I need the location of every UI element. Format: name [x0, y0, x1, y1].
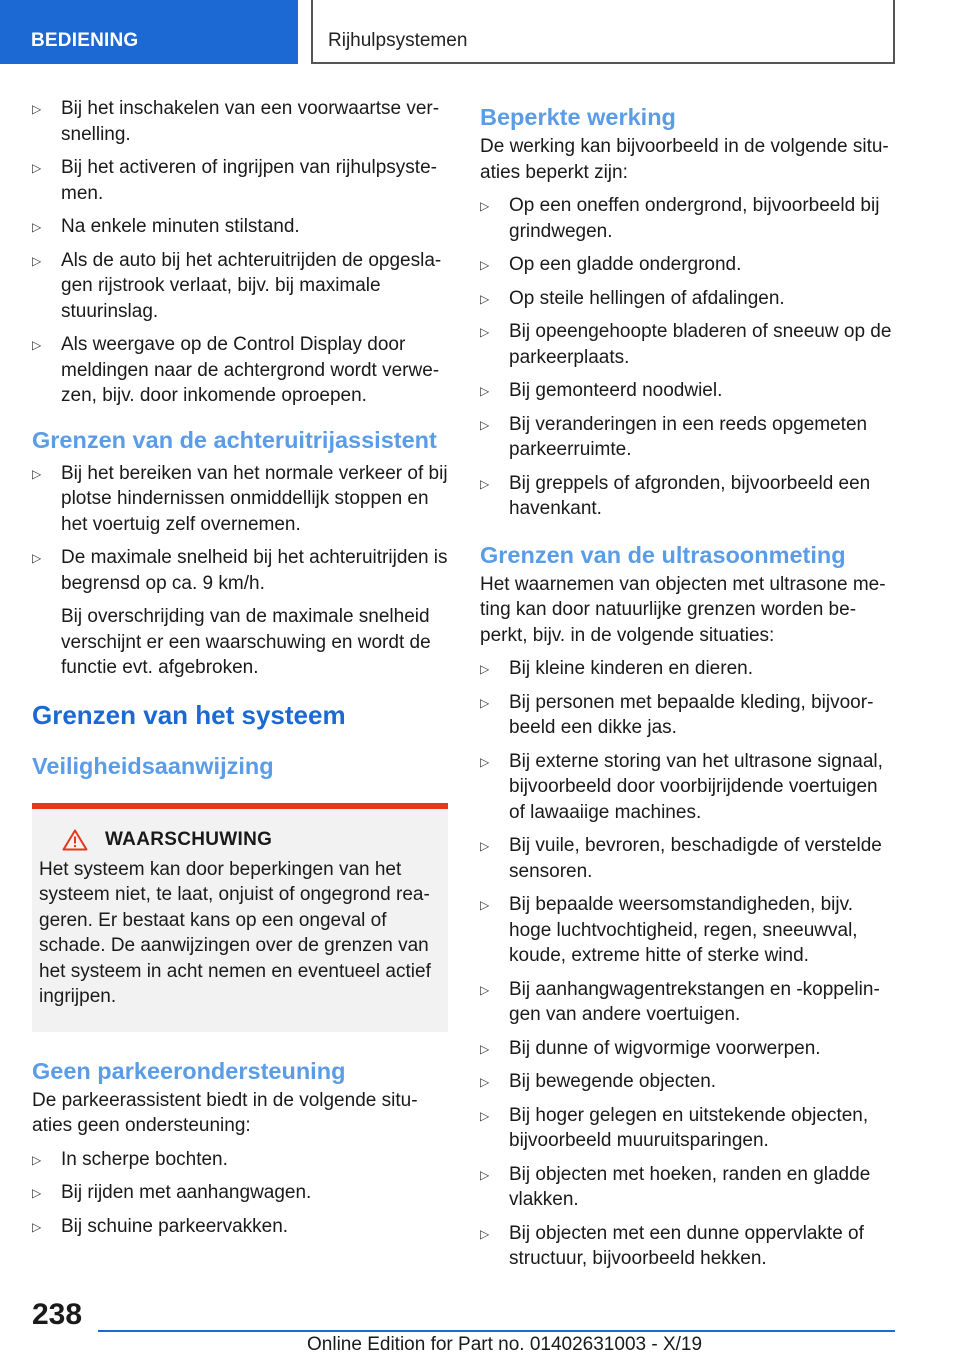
- warning-text: Het systeem kan door beperkingen van het systeem niet, te laat, onjuist of ongegrond reageren. Er bestaat kans op een ongeval of schade. De aanwijzingen over de grenzen van het systeem in acht nemen en eventueel actief ingrijpen.: [39, 858, 431, 1007]
- list-item: ▷ Bij veranderingen in een reeds opgemeten parkeerruimte.: [480, 413, 868, 460]
- list-item: ▷ Als de auto bij het achteruitrijden de opgeslagen rijstrook verlaat, bijv. bij maximale stuurinslag.: [32, 249, 442, 322]
- list-item: ▷ Bij schuine parkeervakken.: [32, 1214, 448, 1240]
- triangle-right-icon: ▷: [480, 1075, 490, 1089]
- list-item: ▷ Als weergave op de Control Display door meldingen naar de achtergrond wordt verwezen, bijv. door inkomende oproepen.: [32, 334, 440, 406]
- ultrasonic-limits-heading: Grenzen van de ultrasoonmeting: [480, 541, 846, 568]
- chapter-tab: [311, 0, 895, 64]
- list-item: ▷ Bij aanhangwagentrekstangen en -koppelingen van andere voertuigen.: [480, 978, 880, 1025]
- triangle-right-icon: ▷: [480, 258, 490, 272]
- reverse-assist-heading: Grenzen van de achteruitrijassistent: [32, 426, 437, 453]
- triangle-right-icon: ▷: [480, 898, 490, 912]
- triangle-right-icon: ▷: [32, 551, 42, 565]
- warning-title: WAARSCHUWING: [105, 828, 273, 850]
- safety-heading: Veiligheidsaanwijzing: [32, 752, 274, 779]
- triangle-right-icon: ▷: [480, 291, 490, 306]
- section-tab: [0, 0, 298, 64]
- list-item: ▷ Bij het inschakelen van een voorwaartse versnelling.: [32, 98, 440, 145]
- triangle-right-icon: ▷: [480, 417, 490, 432]
- limited-intro: De werking kan bijvoorbeeld in de volgende situaties beperkt zijn:: [480, 136, 889, 183]
- list-item: ▷ Bij greppels of afgronden, bijvoorbeeld een havenkant.: [480, 472, 871, 519]
- triangle-right-icon: ▷: [480, 476, 490, 491]
- chapter-title: Rijhulpsystemen: [328, 30, 468, 51]
- list-item: ▷ Bij bepaalde weersomstandigheden, bijv. hoge luchtvochtigheid, regen, sneeuwval, koude, extreme hitte of sterke wind.: [480, 894, 858, 966]
- warning-triangle-icon: [62, 829, 88, 851]
- triangle-right-icon: ▷: [480, 384, 490, 398]
- list-item: ▷ Bij vuile, bevroren, beschadigde of verstelde sensoren.: [480, 835, 882, 882]
- list-item: ▷ Bij objecten met hoeken, randen en gladde vlakken.: [480, 1163, 871, 1210]
- list-item: ▷ Bij bewegende objecten.: [480, 1069, 896, 1095]
- triangle-right-icon: ▷: [480, 695, 490, 710]
- triangle-right-icon: ▷: [32, 1219, 42, 1234]
- list-item: ▷ In scherpe bochten.: [32, 1147, 448, 1173]
- list-item: ▷ Bij het activeren of ingrijpen van rijhulpsystemen.: [32, 157, 437, 204]
- limited-bullet-list: [480, 193, 896, 522]
- triangle-right-icon: ▷: [32, 253, 42, 268]
- list-item: ▷ Bij personen met bepaalde kleding, bijvoorbeeld een dikke jas.: [480, 691, 874, 738]
- triangle-right-icon: ▷: [480, 662, 490, 676]
- warning-box: [32, 803, 448, 1032]
- ultrasonic-intro: Het waarnemen van objecten met ultrasone meting kan door natuurlijke grenzen worden beperkt, bijv. in de volgende situaties:: [480, 573, 886, 646]
- list-item: ▷ Bij gemonteerd noodwiel.: [480, 378, 896, 404]
- list-item: ▷ Bij dunne of wigvormige voorwerpen.: [480, 1036, 896, 1062]
- reverse-note: Bij overschrijding van de maximale snelheid verschijnt er een waarschuwing en wordt de functie evt. afgebroken.: [61, 606, 431, 678]
- triangle-right-icon: ▷: [480, 199, 490, 213]
- triangle-right-icon: ▷: [32, 102, 42, 116]
- list-item: ▷ Bij opeengehoopte bladeren of sneeuw op de parkeerplaats.: [480, 321, 892, 368]
- list-item: ▷ Na enkele minuten stilstand.: [32, 214, 448, 240]
- section-title: BEDIENING: [31, 30, 139, 51]
- footer-divider: [98, 1330, 895, 1332]
- left-column: [32, 96, 448, 1247]
- triangle-right-icon: ▷: [480, 1108, 490, 1123]
- system-limits-heading: Grenzen van het systeem: [32, 699, 346, 730]
- ultrasonic-bullet-list: [480, 656, 896, 1272]
- no-parking-support-heading: Geen parkeerondersteuning: [32, 1057, 346, 1084]
- triangle-right-icon: ▷: [480, 1167, 490, 1182]
- footer-edition: Online Edition for Part no. 01402631003 - X/19: [307, 1334, 703, 1355]
- list-item: ▷ Bij kleine kinderen en dieren.: [480, 656, 896, 682]
- no-parking-bullet-list: [32, 1147, 448, 1240]
- triangle-right-icon: ▷: [32, 338, 42, 352]
- triangle-right-icon: ▷: [480, 839, 490, 853]
- warning-title-row: [39, 829, 434, 851]
- triangle-right-icon: ▷: [32, 466, 42, 481]
- triangle-right-icon: ▷: [480, 1041, 490, 1056]
- triangle-right-icon: ▷: [480, 1226, 490, 1241]
- list-item: ▷ Bij objecten met een dunne oppervlakte of structuur, bijvoorbeeld hekken.: [480, 1222, 864, 1269]
- list-item: ▷ Op een oneffen ondergrond, bijvoorbeeld bij grindwegen.: [480, 195, 880, 242]
- list-item: ▷ De maximale snelheid bij het achteruitrijden is begrensd op ca. 9 km/h.: [32, 547, 448, 594]
- page-number: 238: [32, 1298, 83, 1331]
- limited-function-heading: Beperkte werking: [480, 104, 676, 130]
- list-item: ▷ Bij externe storing van het ultrasone signaal, bijvoorbeeld door voorbijrijdende voertuigen of lawaaiige machines.: [480, 750, 883, 823]
- no-parking-intro: De parkeerassistent biedt in de volgende situaties geen ondersteuning:: [32, 1089, 418, 1136]
- triangle-right-icon: ▷: [480, 982, 490, 997]
- triangle-right-icon: ▷: [480, 754, 490, 769]
- list-item: ▷ Bij hoger gelegen en uitstekende objecten, bijvoorbeeld muuruitsparingen.: [480, 1104, 869, 1151]
- top-bullet-list: [32, 96, 448, 409]
- right-column: [480, 96, 896, 1280]
- triangle-right-icon: ▷: [32, 220, 42, 234]
- list-item: ▷ Op steile hellingen of afdalingen.: [480, 286, 896, 312]
- triangle-right-icon: ▷: [32, 1186, 42, 1200]
- reverse-bullet-list: [32, 461, 448, 597]
- triangle-right-icon: ▷: [480, 325, 490, 339]
- list-item: ▷ Bij het bereiken van het normale verkeer of bij plotse hindernissen onmiddellijk stoppen en het voertuig zelf overnemen.: [32, 462, 448, 535]
- list-item: ▷ Op een gladde ondergrond.: [480, 252, 896, 278]
- list-item: ▷ Bij rijden met aanhangwagen.: [32, 1180, 448, 1206]
- triangle-right-icon: ▷: [32, 161, 42, 175]
- triangle-right-icon: ▷: [32, 1152, 42, 1167]
